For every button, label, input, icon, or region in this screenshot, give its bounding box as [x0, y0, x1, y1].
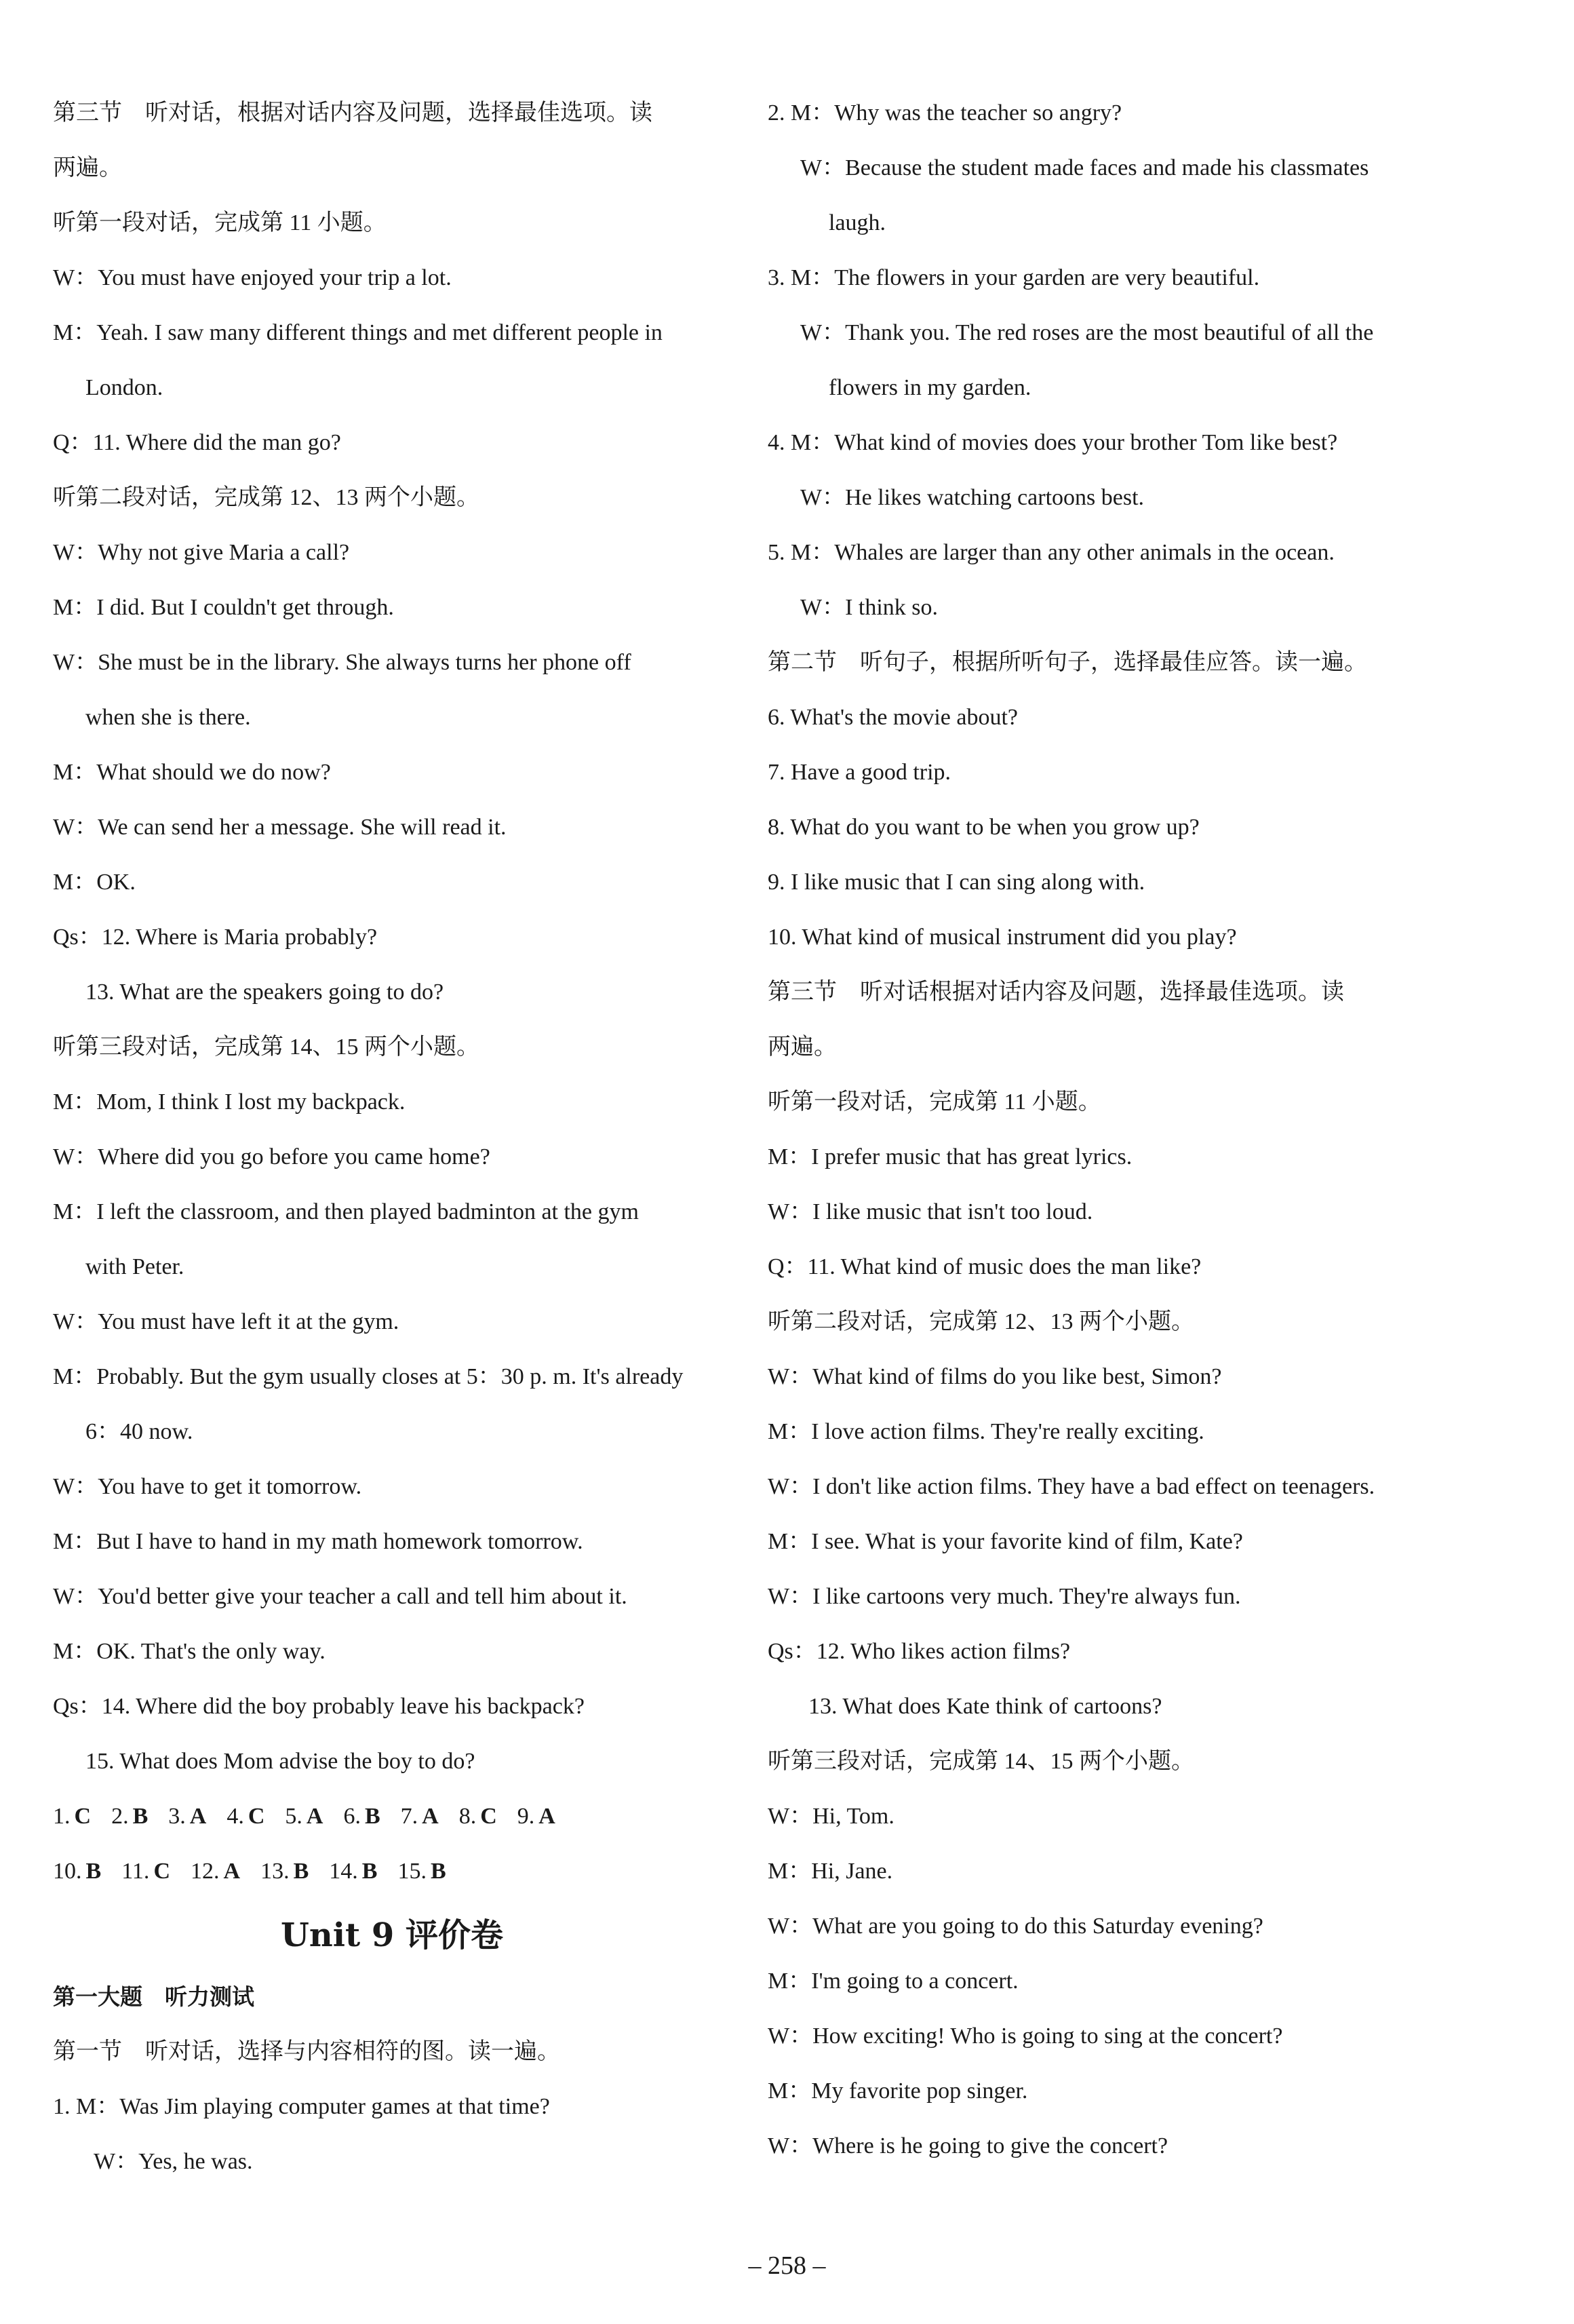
- text-line: M：What should we do now?: [53, 760, 331, 785]
- text-line: 听第三段对话，完成第 14、15 两个小题。: [53, 1034, 479, 1060]
- page-number: – 258 –: [748, 2251, 826, 2280]
- text-line: 听第一段对话，完成第 11 小题。: [53, 210, 387, 235]
- answer-letter: B: [364, 1804, 380, 1829]
- text-line: W：Where is he going to give the concert?: [768, 2133, 1168, 2158]
- text-line: 听第三段对话，完成第 14、15 两个小题。: [768, 1749, 1194, 1774]
- answer-item: [260, 1859, 309, 1884]
- answer-letter: B: [85, 1859, 102, 1884]
- text-line: 第二节 听句子，根据所听句子，选择最佳应答。读一遍。: [768, 650, 1367, 675]
- text-line: 第三节 听对话根据对话内容及问题，选择最佳选项。读: [768, 980, 1344, 1005]
- text-line: 听第一段对话，完成第 11 小题。: [768, 1089, 1101, 1115]
- answer-item: [53, 1804, 91, 1829]
- text-line: 听第二段对话，完成第 12、13 两个小题。: [768, 1309, 1194, 1334]
- text-line: 13. What are the speakers going to do?: [85, 980, 444, 1005]
- answer-number: 8.: [458, 1804, 477, 1829]
- text-line: W：How exciting! Who is going to sing at the concert?: [768, 2023, 1283, 2049]
- text-line: 听第二段对话，完成第 12、13 两个小题。: [53, 485, 479, 510]
- answer-number: 14.: [329, 1859, 358, 1884]
- text-line: W：Why not give Maria a call?: [53, 540, 350, 565]
- text-line: with Peter.: [85, 1254, 184, 1279]
- text-line: W：You'd better give your teacher a call and tell him about it.: [53, 1584, 627, 1609]
- answer-number: 7.: [400, 1804, 418, 1829]
- text-line: W：I like music that isn't too loud.: [768, 1199, 1093, 1224]
- answer-letter: C: [248, 1804, 265, 1829]
- text-line: Q：11. What kind of music does the man like?: [768, 1254, 1202, 1279]
- text-line: W：Because the student made faces and made his classmates: [800, 155, 1369, 180]
- answer-item: [227, 1804, 264, 1829]
- answer-letter: B: [430, 1859, 446, 1884]
- right-column: [768, 102, 1446, 2190]
- answer-number: 13.: [260, 1859, 290, 1884]
- answer-number: 10.: [53, 1859, 82, 1884]
- text-line: W：Thank you. The red roses are the most beautiful of all the: [800, 320, 1374, 345]
- text-line: Q：11. Where did the man go?: [53, 430, 341, 455]
- answer-letter: A: [538, 1804, 555, 1829]
- answer-number: 4.: [227, 1804, 244, 1829]
- answer-number: 9.: [517, 1804, 535, 1829]
- text-line: 5. M：Whales are larger than any other animals in the ocean.: [768, 540, 1335, 565]
- text-line: M：OK. That's the only way.: [53, 1639, 326, 1664]
- answer-number: 6.: [343, 1804, 361, 1829]
- text-line: W：I think so.: [800, 595, 939, 620]
- right-text-lines: [768, 102, 1446, 2158]
- text-line: W：I don't like action films. They have a bad effect on teenagers.: [768, 1474, 1375, 1499]
- text-line: M：OK.: [53, 870, 136, 895]
- text-line: 两遍。: [53, 155, 122, 180]
- answer-letter: B: [361, 1859, 378, 1884]
- text-line: M：I did. But I couldn't get through.: [53, 595, 394, 620]
- text-line: M：I love action films. They're really exciting.: [768, 1419, 1204, 1444]
- answer-number: 12.: [191, 1859, 220, 1884]
- text-line: flowers in my garden.: [829, 375, 1031, 400]
- text-line: M：I left the classroom, and then played badminton at the gym: [53, 1199, 639, 1224]
- answer-item: [121, 1859, 170, 1884]
- text-line: 6. What's the movie about?: [768, 705, 1019, 730]
- left-column: [53, 102, 731, 2205]
- answer-item: [401, 1804, 439, 1829]
- text-line: 7. Have a good trip.: [768, 760, 951, 785]
- text-line: 15. What does Mom advise the boy to do?: [85, 1749, 475, 1774]
- unit-title: Unit 9 评价卷: [281, 1916, 503, 1954]
- answer-item: [285, 1804, 323, 1829]
- text-line: M：I see. What is your favorite kind of film, Kate?: [768, 1529, 1243, 1554]
- text-line: W：You must have enjoyed your trip a lot.: [53, 265, 452, 290]
- left-text-lines: [53, 102, 731, 1773]
- answer-letter: C: [480, 1804, 497, 1829]
- text-line: M：But I have to hand in my math homework tomorrow.: [53, 1529, 583, 1554]
- answer-letter: A: [306, 1804, 323, 1829]
- text-line: Qs：12. Where is Maria probably?: [53, 925, 378, 950]
- answer-letter: A: [223, 1859, 241, 1884]
- answer-number: 3.: [168, 1804, 186, 1829]
- text-line: 3. M：The flowers in your garden are very beautiful.: [768, 265, 1260, 290]
- text-line: 9. I like music that I can sing along with.: [768, 870, 1145, 895]
- answer-letter: A: [189, 1804, 207, 1829]
- text-line: Qs：14. Where did the boy probably leave his backpack?: [53, 1694, 585, 1719]
- left-text-lines-after: [53, 2040, 731, 2173]
- text-line: 1. M：Was Jim playing computer games at that time?: [53, 2094, 550, 2119]
- answer-item: [329, 1859, 377, 1884]
- answer-letter: C: [74, 1804, 92, 1829]
- answer-number: 11.: [121, 1859, 150, 1884]
- answer-item: [168, 1804, 206, 1829]
- text-line: 10. What kind of musical instrument did you play?: [768, 925, 1237, 950]
- text-line: when she is there.: [85, 705, 251, 730]
- text-line: Qs：12. Who likes action films?: [768, 1639, 1071, 1664]
- text-line: W：She must be in the library. She always turns her phone off: [53, 650, 631, 675]
- answer-key-row-2: [53, 1860, 731, 1883]
- text-line: 4. M：What kind of movies does your brother Tom like best?: [768, 430, 1338, 455]
- answer-letter: C: [153, 1859, 170, 1884]
- text-line: 第一节 听对话，选择与内容相符的图。读一遍。: [53, 2039, 560, 2064]
- text-line: M：My favorite pop singer.: [768, 2078, 1028, 2104]
- text-line: W：You have to get it tomorrow.: [53, 1474, 362, 1499]
- text-line: W：I like cartoons very much. They're always fun.: [768, 1584, 1241, 1609]
- text-line: M：I prefer music that has great lyrics.: [768, 1144, 1133, 1169]
- text-line: W：You must have left it at the gym.: [53, 1309, 399, 1334]
- answer-letter: A: [422, 1804, 439, 1829]
- text-line: W：Where did you go before you came home?: [53, 1144, 490, 1169]
- text-line: W：Yes, he was.: [94, 2149, 253, 2174]
- section-heading: 第一大题 听力测试: [53, 1983, 254, 2010]
- text-line: M：Hi, Jane.: [768, 1859, 893, 1884]
- answer-key-row-1: [53, 1805, 731, 1828]
- text-line: W：What are you going to do this Saturday evening?: [768, 1914, 1263, 1939]
- text-line: London.: [85, 375, 163, 400]
- answer-number: 15.: [397, 1859, 427, 1884]
- text-line: W：We can send her a message. She will read it.: [53, 815, 507, 840]
- answer-number: 1.: [53, 1804, 71, 1829]
- text-line: laugh.: [829, 210, 886, 235]
- text-line: 13. What does Kate think of cartoons?: [808, 1694, 1162, 1719]
- answer-item: [459, 1804, 497, 1829]
- answer-item: [111, 1804, 148, 1829]
- text-line: 6：40 now.: [85, 1419, 193, 1444]
- answer-number: 2.: [111, 1804, 129, 1829]
- text-line: M：Mom, I think I lost my backpack.: [53, 1089, 406, 1115]
- text-line: 8. What do you want to be when you grow up?: [768, 815, 1200, 840]
- answer-item: [191, 1859, 240, 1884]
- text-line: W：He likes watching cartoons best.: [800, 485, 1145, 510]
- text-line: M：Yeah. I saw many different things and met different people in: [53, 320, 663, 345]
- answer-item: [517, 1804, 555, 1829]
- text-line: 两遍。: [768, 1034, 837, 1060]
- text-line: M：Probably. But the gym usually closes at 5：30 p. m. It's already: [53, 1364, 684, 1389]
- text-line: 2. M：Why was the teacher so angry?: [768, 100, 1122, 125]
- answer-item: [343, 1804, 380, 1829]
- answer-letter: B: [293, 1859, 309, 1884]
- text-line: W：What kind of films do you like best, Simon?: [768, 1364, 1222, 1389]
- answer-letter: B: [132, 1804, 149, 1829]
- text-line: W：Hi, Tom.: [768, 1804, 894, 1829]
- text-line: M：I'm going to a concert.: [768, 1969, 1019, 1994]
- answer-item: [53, 1859, 101, 1884]
- answer-item: [397, 1859, 446, 1884]
- answer-number: 5.: [285, 1804, 302, 1829]
- text-line: 第三节 听对话，根据对话内容及问题，选择最佳选项。读: [53, 100, 652, 125]
